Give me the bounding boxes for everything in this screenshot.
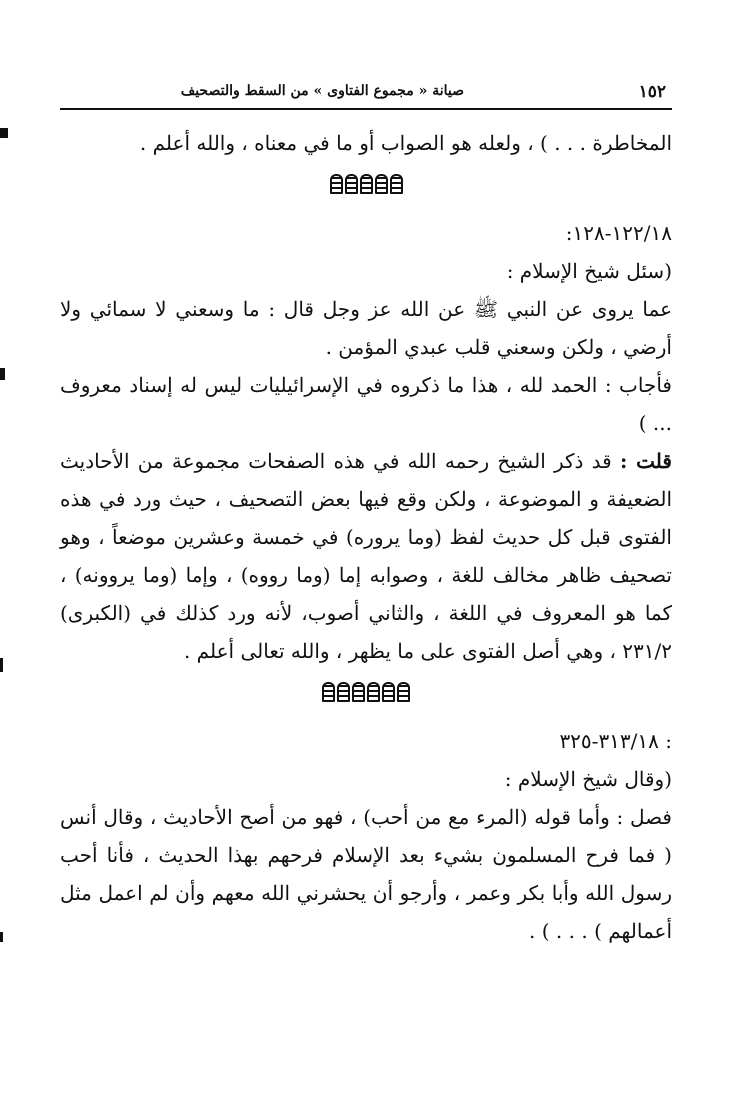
- margin-mark: [0, 658, 3, 672]
- section-divider: [60, 670, 672, 718]
- page-content: [60, 124, 672, 950]
- margin-mark: [0, 368, 5, 380]
- ornament-icon: [382, 682, 395, 702]
- ornament-icon: [337, 682, 350, 702]
- reference-line: ١٢٢/١٨-١٢٨:: [565, 221, 672, 245]
- ornament-icon: [322, 682, 335, 702]
- ornament-icon: [345, 174, 358, 194]
- header-title: صيانة « مجموع الفتاوى » من السقط والتصحيف: [180, 83, 464, 99]
- ornament-icon: [330, 174, 343, 194]
- fasl-paragraph: فصل : وأما قوله (المرء مع من أحب) ، فهو من أصح الأحاديث ، وقال أنس ( فما فرح المسلمون بشيء بعد الإسلام فرحهم بهذا الحديث ، فأنا أحب رسول الله وأبا بكر وعمر ، وأرجو أن يحشرني الله معهم وأن لم اعمل مثل أعمالهم ) . . . ) .: [60, 805, 672, 943]
- reference-line: : ٣١٣/١٨-٣٢٥: [559, 729, 672, 753]
- ornament-icon: [375, 174, 388, 194]
- ornament-icon: [397, 682, 410, 702]
- section-divider: [60, 162, 672, 210]
- commentary-paragraph: [60, 442, 672, 670]
- ornament-icon: [352, 682, 365, 702]
- question-text: عما يروى عن النبي ﷺ عن الله عز وجل قال : ما وسعني لا سمائي ولا أرضي ، ولكن وسعني قلب عبدي المؤمن .: [60, 297, 672, 359]
- ornament-icon: [390, 174, 403, 194]
- question-intro: (وقال شيخ الإسلام :: [504, 767, 672, 791]
- running-header: [60, 78, 672, 110]
- paragraph-continuation: المخاطرة . . . ) ، ولعله هو الصواب أو ما في معناه ، والله أعلم .: [139, 131, 672, 155]
- book-page: [60, 78, 672, 950]
- ornament-icon: [367, 682, 380, 702]
- answer-text: فأجاب : الحمد لله ، هذا ما ذكروه في الإسرائيليات ليس له إسناد معروف ... ): [60, 373, 672, 435]
- margin-mark: [0, 128, 8, 138]
- question-intro: (سئل شيخ الإسلام :: [506, 259, 672, 283]
- margin-mark: [0, 932, 3, 942]
- page-number: ١٥٢: [638, 82, 666, 102]
- ornament-icon: [360, 174, 373, 194]
- commentary-label: قلت :: [619, 449, 672, 473]
- commentary-text: قد ذكر الشيخ رحمه الله في هذه الصفحات مجموعة من الأحاديث الضعيفة و الموضوعة ، ولكن وقع فيها بعض التصحيف ، حيث ورد في هذه الفتوى قبل كل حديث لفظ (وما يروره) في خمسة وعشرين موضعاً ، وهو تصحيف ظاهر مخالف للغة ، وصوابه إما (وما رووه) ، وإما (وما يروونه) ، كما هو المعروف في اللغة ، والثاني أصوب، لأنه ورد كذلك في (الكبرى) ٢٣١/٢ ، وهي أصل الفتوى على ما يظهر ، والله تعالى أعلم .: [60, 449, 672, 663]
